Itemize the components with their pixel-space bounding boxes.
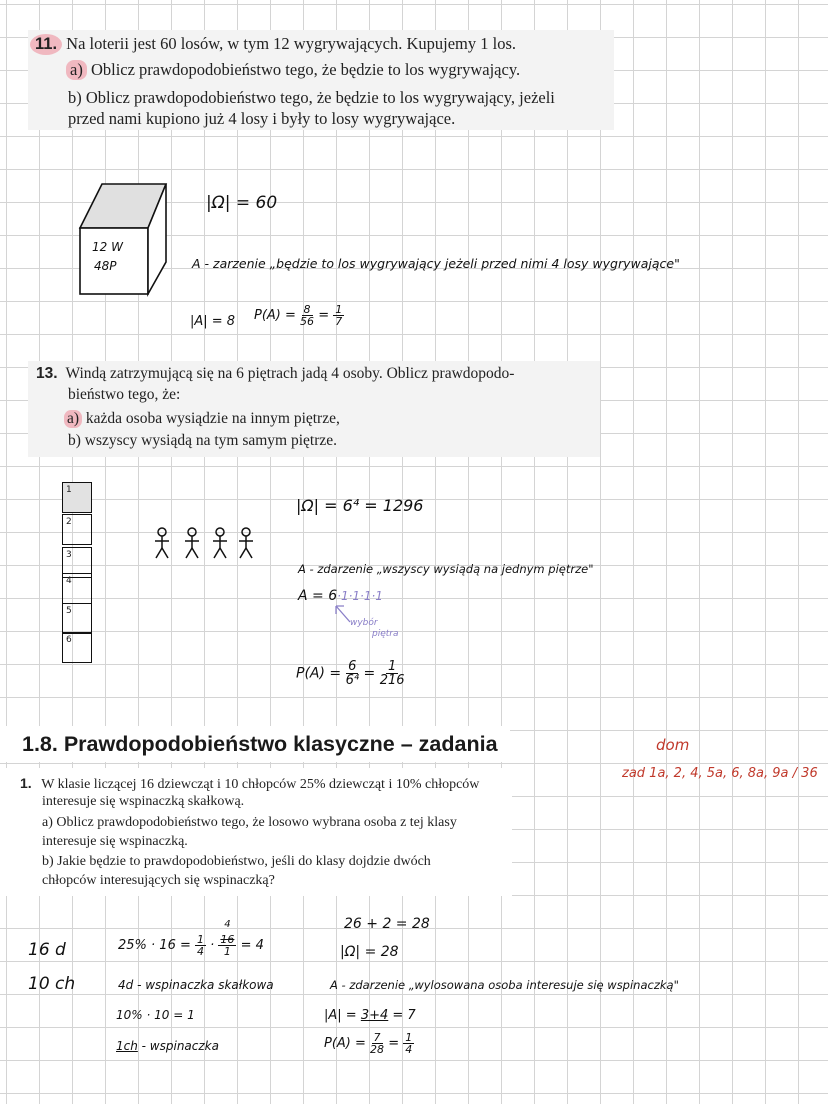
task-13-a-text: każda osoba wysiądzie na innym piętrze, [85,410,340,427]
task-13-statement: Windą zatrzymującą się na 6 piętrach jadą 4 osoby. Oblicz prawdopodo- [65,365,515,382]
boys-count: 10 ch [28,974,76,994]
homework-tasks: zad 1a, 2, 4, 5a, 6, 8a, 9a / 36 [622,766,818,781]
a-card-label: |A| = [324,1008,357,1023]
floor-1: 1 [62,482,92,513]
omega-1: |Ω| = 28 [340,944,399,960]
task-number-highlight: 11. [30,34,62,55]
boys-climbing-label: - wspinaczka [137,1039,219,1053]
task-13-number: 13. [36,365,58,382]
numerator: 6 [348,659,357,674]
fraction-1-4 [195,934,206,957]
prob-11 [254,304,344,327]
task-13-a [64,410,340,428]
a-card-1 [324,1008,416,1023]
event-1: A - zdarzenie „wylosowana osoba interesuje się wspinaczką" [330,978,679,992]
task-1-b2: chłopców interesujących się wspinaczką? [42,873,275,888]
a-card-sum: 3+4 [360,1008,389,1023]
reduced-value: 4 [224,919,231,930]
numerator: 16 [220,933,235,946]
numerator: 1 [405,1031,413,1044]
a-expr: A = 6 [298,588,338,604]
floor-4: 4 [62,573,92,604]
numerator: 1 [335,303,343,316]
task-11-statement: Na loterii jest 60 losów, w tym 12 wygrywających. Kupujemy 1 los. [66,34,517,53]
girls-calc [118,919,264,958]
equals: = [388,1036,400,1051]
box-label-losing: 48P [94,259,117,273]
calc-prefix: 25% · 16 = [118,938,191,953]
fraction-7-28 [370,1032,384,1055]
fraction-1-216 [380,660,405,687]
denominator: 28 [370,1043,385,1056]
task-13-b: b) wszyscy wysiądą na tym samym piętrze. [68,432,338,449]
floor-2: 2 [62,514,92,545]
fraction-8-56 [300,304,314,327]
floor-5: 5 [62,603,92,634]
omega-11: |Ω| = 60 [206,193,278,213]
a-expr-ones: ·1·1·1·1 [337,589,383,603]
task-11-b2: przed nami kupiono już 4 losy i były to losy wygrywające. [68,109,456,128]
denominator: 4 [197,945,204,958]
girls-climbing: 4d - wspinaczka skałkowa [118,978,274,992]
task-1-statement: W klasie liczącej 16 dziewcząt i 10 chłopców 25% dziewcząt i 10% chłopców [41,777,480,792]
event-11: A - zarzenie „będzie to los wygrywający jeżeli przed nimi 4 losy wygrywające" [192,256,680,271]
task-11-b1: b) Oblicz prawdopodobieństwo tego, że będzie to los wygrywający, jeżeli [68,88,555,107]
boys-calc: 10% · 10 = 1 [116,1008,195,1022]
a-card-11: |A| = 8 [190,314,236,329]
fraction-6-6pow4 [346,660,359,687]
denominator: 7 [335,315,343,328]
calc-result: = 4 [240,938,264,953]
task-1-line1 [20,775,479,793]
subtask-a-highlight: a) [66,60,87,80]
task-1-a1: a) Oblicz prawdopodobieństwo tego, że losowo wybrana osoba z tej klasy [42,815,457,830]
denominator: 4 [405,1043,413,1056]
prob-label: P(A) = [296,665,342,682]
fraction-1-7 [333,304,344,327]
task-13-line1 [36,365,514,383]
box-label-winning: 12 W [92,240,123,254]
multiply: · [210,938,215,953]
denominator: 6⁴ [345,673,360,688]
denominator: 216 [379,673,405,688]
task-11-text [30,34,516,55]
fraction-1-4-result [403,1032,414,1055]
total-students: 26 + 2 = 28 [344,916,430,932]
task-11-a [66,60,520,80]
task-1-b1: b) Jakie będzie to prawdopodobieństwo, jeśli do klasy dojdzie dwóch [42,854,431,869]
task-1-a2: interesuje się wspinaczką. [42,834,188,849]
floor-6: 6 [62,632,92,663]
equals: = [363,665,376,682]
annotation-floor-choice-1: wybór [350,618,378,628]
prob-13 [296,660,405,687]
event-13: A - zdarzenie „wszyscy wysiądą na jednym piętrze" [298,562,594,576]
fraction-16-1 [218,919,236,958]
ticket-box-drawing [74,178,174,300]
people-drawing [150,526,260,566]
denominator: 1 [223,945,231,958]
subtask-a-highlight: a) [64,410,82,428]
prob-label: P(A) = [324,1036,366,1051]
homework-title: dom [656,736,690,754]
equals: = [318,308,330,323]
boys-climbing [116,1039,219,1053]
a-card-result: = 7 [392,1008,416,1023]
prob-1 [324,1032,414,1055]
task-1-line2: interesuje się wspinaczką skałkową. [42,794,245,809]
floor-3: 3 [62,547,92,578]
task-13-line2: bieństwo tego, że: [68,386,181,403]
prob-label: P(A) = [254,308,296,323]
task-11-a-text: Oblicz prawdopodobieństwo tego, że będzie to los wygrywający. [90,60,521,79]
numerator: 1 [197,933,204,946]
girls-count: 16 d [28,940,66,960]
omega-13: |Ω| = 6⁴ = 1296 [296,496,424,515]
task-1-number: 1. [20,775,32,791]
numerator: 1 [387,659,397,674]
section-title: 1.8. Prawdopodobieństwo klasyczne – zadania [0,726,510,762]
annotation-floor-choice-2: piętra [372,629,399,639]
boys-climbing-count: 1ch [116,1039,138,1053]
numerator: 7 [373,1031,381,1044]
numerator: 8 [303,303,311,316]
denominator: 56 [300,315,315,328]
